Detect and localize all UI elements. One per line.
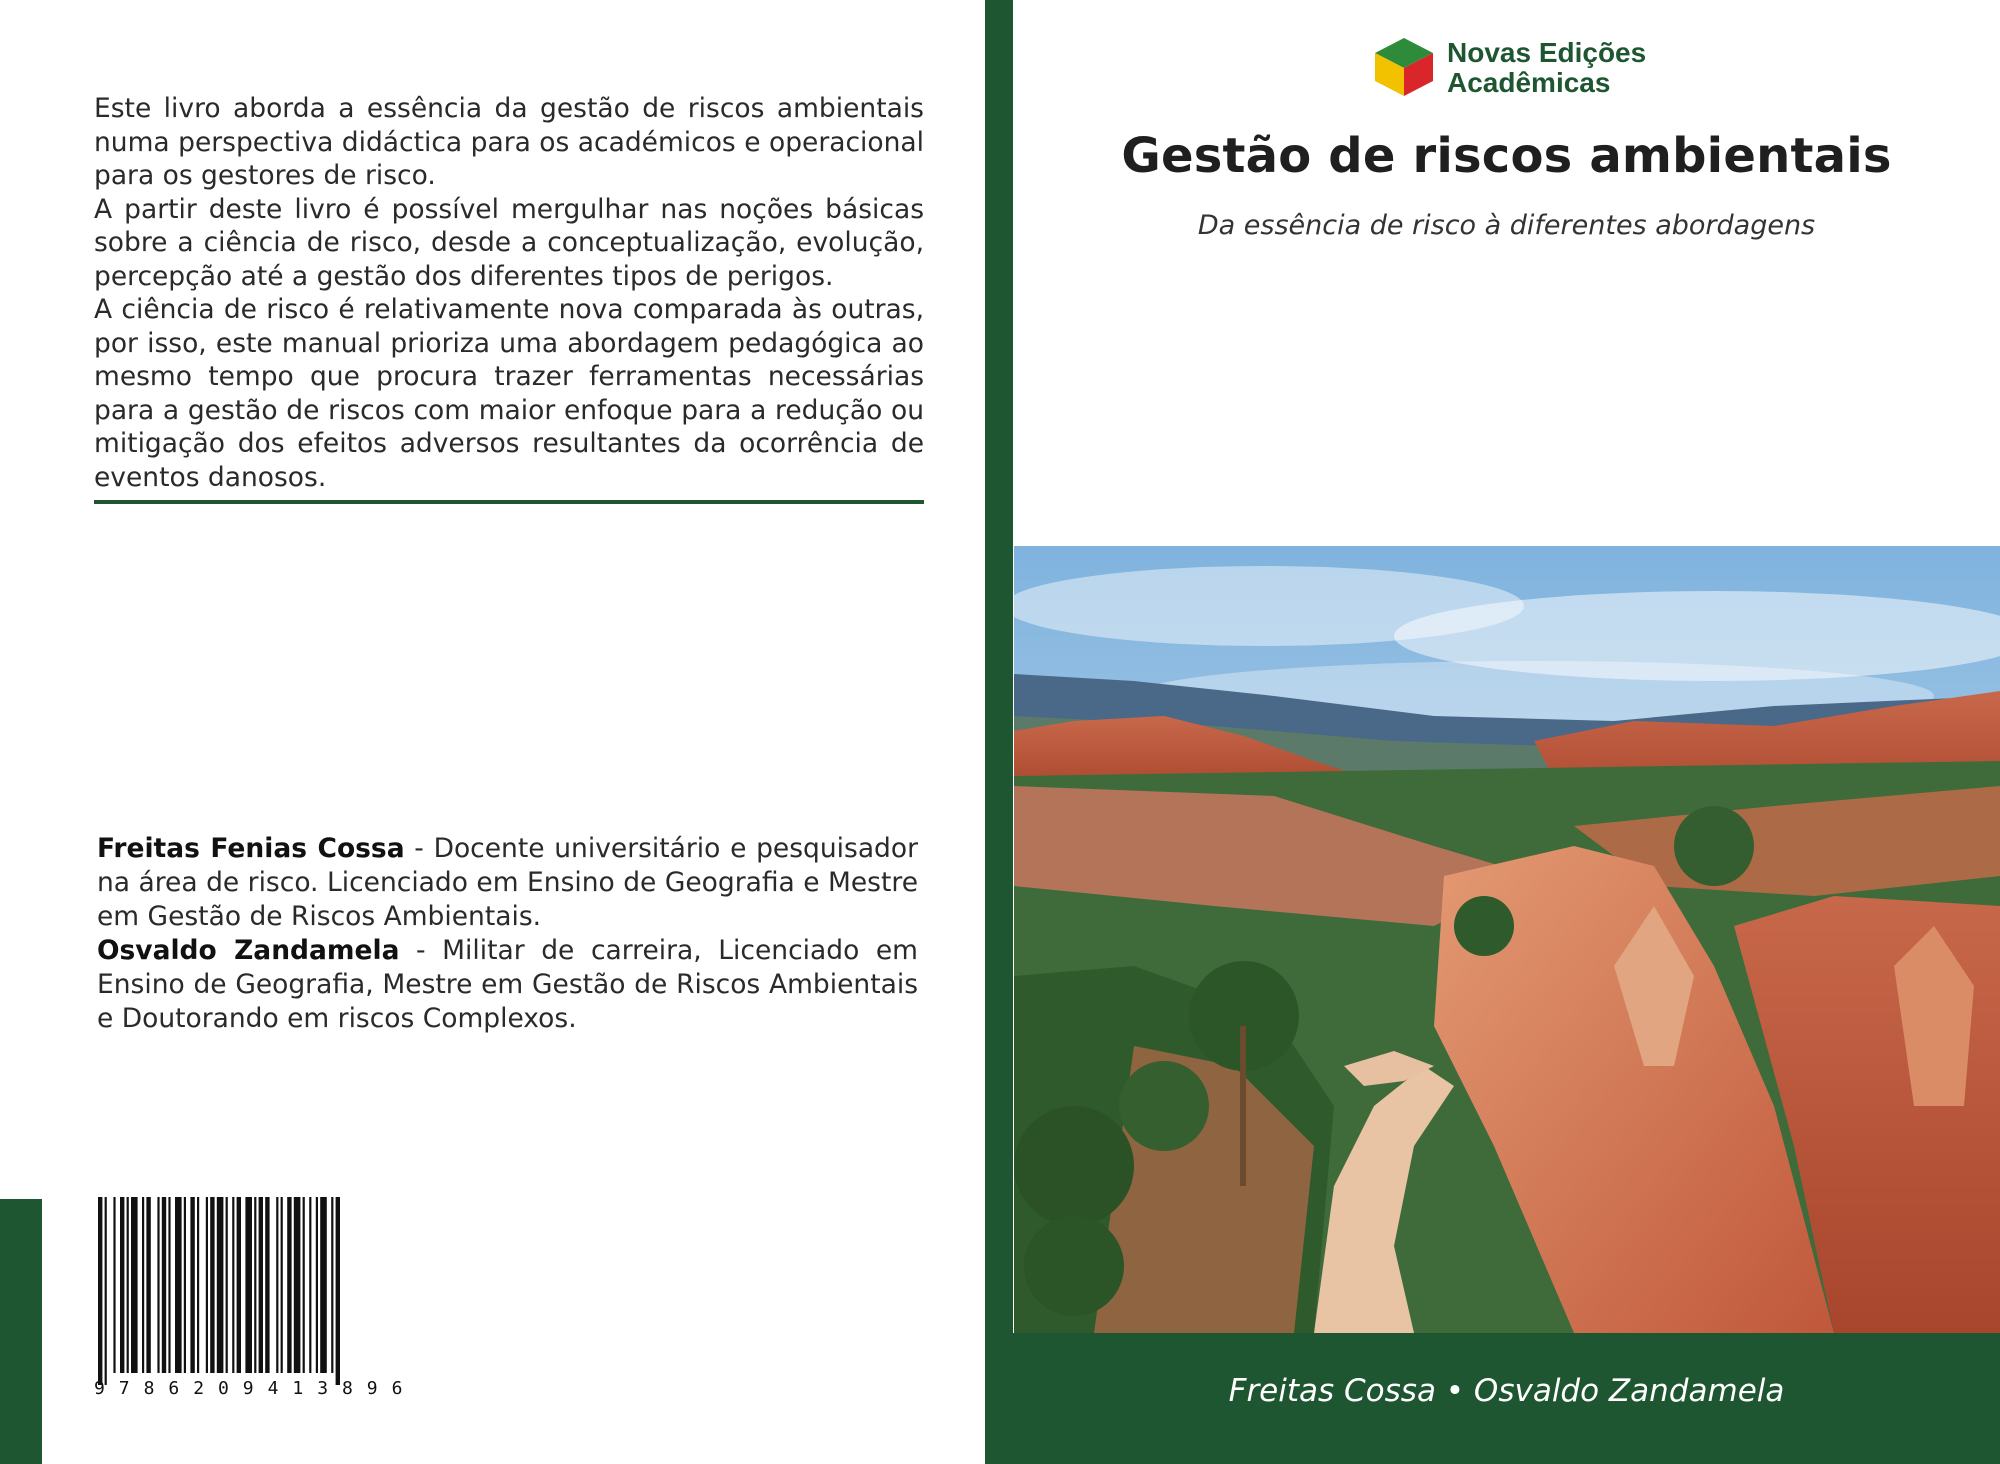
barcode-icon	[92, 1197, 432, 1397]
isbn-barcode	[92, 1197, 432, 1397]
isbn-digit: 4	[267, 1378, 279, 1397]
back-green-block	[0, 1199, 42, 1464]
book-title: Gestão de riscos ambientais	[1121, 128, 1892, 184]
isbn-digit: 3	[317, 1378, 329, 1397]
isbn-digit: 1	[292, 1378, 304, 1397]
isbn-digit: 6	[391, 1378, 403, 1397]
cover-photo-canyon-landscape	[1014, 546, 2000, 1333]
back-cover	[0, 0, 985, 1464]
book-spine	[985, 0, 1013, 1464]
isbn-digit: 2	[193, 1378, 205, 1397]
front-cover	[1013, 0, 2000, 1464]
author-bio-name-1: Freitas Fenias Cossa	[97, 833, 405, 864]
isbn-digit: 6	[168, 1378, 180, 1397]
isbn-digit: 9	[94, 1378, 105, 1397]
publisher-name-line-1: Novas Edições	[1447, 37, 1647, 68]
divider-rule	[94, 500, 924, 504]
isbn-digit: 7	[118, 1378, 130, 1397]
isbn-digit: 8	[342, 1378, 353, 1397]
author-bios	[97, 832, 918, 1036]
isbn-digit: 9	[242, 1378, 254, 1397]
publisher-name-line-2: Acadêmicas	[1447, 67, 1611, 98]
blurb-paragraph-2: A partir deste livro é possível mergulhar nas noções básicas sobre a ciência de risco, desde a conceptualização, evolução, percepção até a gestão dos diferentes tipos de perigos.	[94, 193, 924, 292]
hexagon-cube-logo-icon	[1371, 36, 1437, 98]
author-bio-text-1: - Docente universitário e pesquisador na área de risco. Licenciado em Ensino de Geografia e Mestre em Gestão de Riscos Ambientais.	[97, 833, 918, 932]
publisher-logo	[1371, 36, 1661, 102]
blurb-paragraph-3: A ciência de risco é relativamente nova comparada às outras, por isso, este manual prioriza uma abordagem pedagógica ao mesmo tempo que procura trazer ferramentas necessárias para a gestão de riscos com maior enfoque para a redução ou mitigação dos efeitos adversos resultantes da ocorrência de eventos danosos.	[94, 294, 924, 493]
author-bio-text-2: - Militar de carreira, Licenciado em Ensino de Geografia, Mestre em Gestão de Riscos Ambientais e Doutorando em riscos Complexos.	[97, 935, 918, 1034]
blurb-paragraph-1: Este livro aborda a essência da gestão de riscos ambientais numa perspectiva didáctica para os académicos e operacional para os gestores de risco.	[94, 93, 924, 191]
isbn-digit: 8	[143, 1378, 155, 1397]
book-subtitle: Da essência de risco à diferentes abordagens	[1197, 210, 1816, 241]
isbn-digit: 9	[366, 1378, 378, 1397]
author-bio-1	[97, 832, 918, 934]
authors-band	[1013, 1333, 2000, 1464]
isbn-digit: 0	[218, 1378, 229, 1397]
author-bio-2	[97, 934, 918, 1036]
author-bio-name-2: Osvaldo Zandamela	[97, 935, 400, 966]
back-cover-blurb	[94, 92, 924, 494]
publisher-name	[1447, 38, 1646, 98]
cover-authors: Freitas Cossa • Osvaldo Zandamela	[1228, 1373, 1785, 1409]
